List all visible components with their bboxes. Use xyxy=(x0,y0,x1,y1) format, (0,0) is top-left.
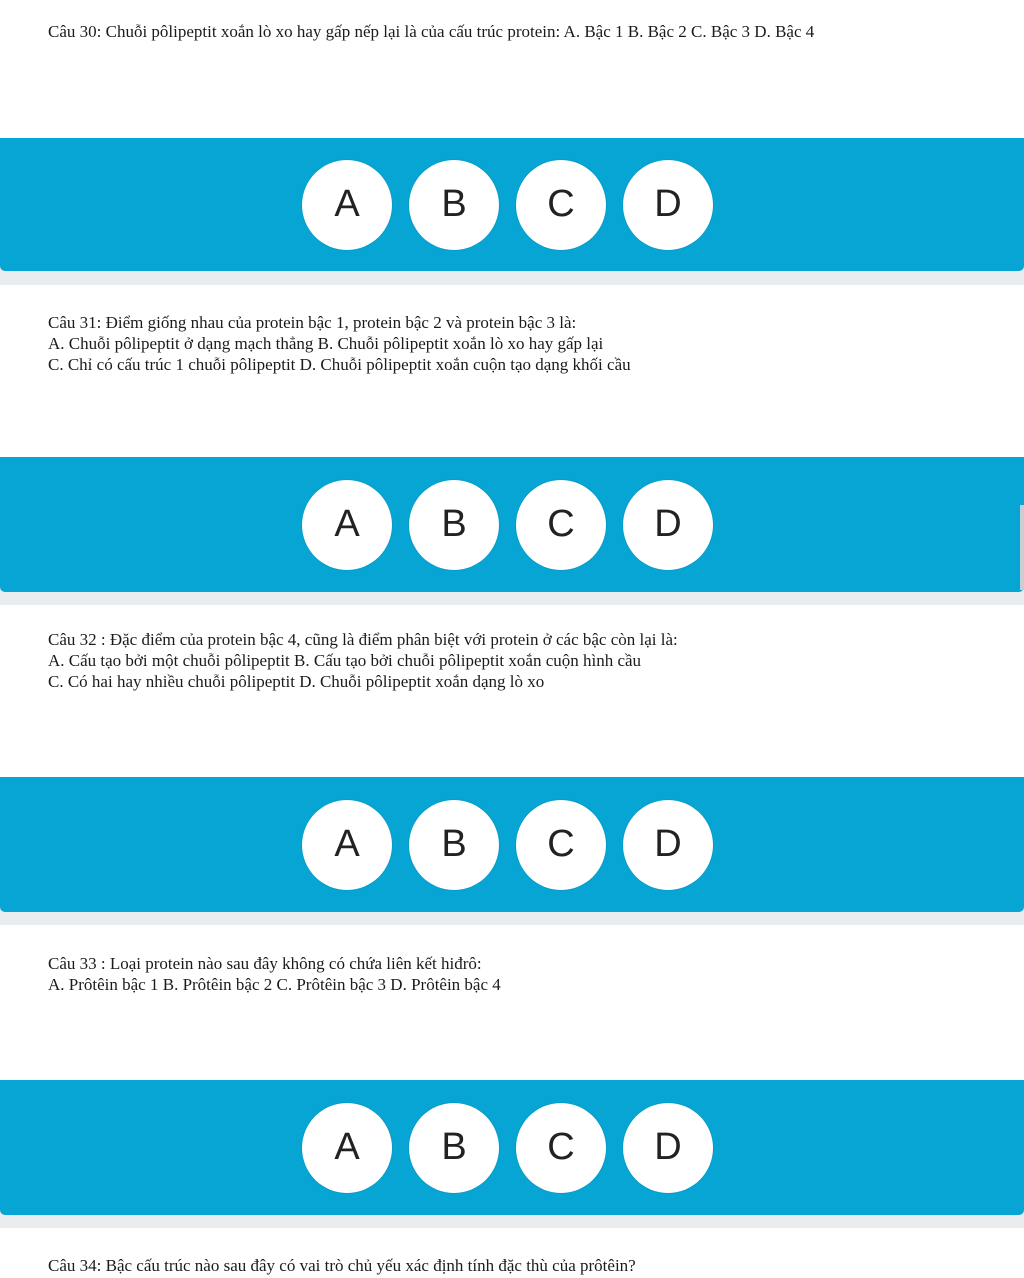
question-card-32 xyxy=(0,605,1024,777)
question-32-options-cd: C. Có hai hay nhiều chuỗi pôlipeptit D. Chuỗi pôlipeptit xoắn dạng lò xo xyxy=(48,672,545,691)
answer-bar-33 xyxy=(0,1080,1024,1215)
question-33-stem: Câu 33 : Loại protein nào sau đây không có chứa liên kết hiđrô: xyxy=(48,954,482,973)
question-card-33 xyxy=(0,925,1024,1080)
choice-c-button[interactable]: C xyxy=(516,800,606,890)
answer-bar-31 xyxy=(0,457,1024,592)
choice-d-button[interactable]: D xyxy=(623,160,713,250)
choice-c-button[interactable]: C xyxy=(516,1103,606,1193)
choice-b-button[interactable]: B xyxy=(409,480,499,570)
choice-a-button[interactable]: A xyxy=(302,800,392,890)
question-34-stem: Câu 34: Bậc cấu trúc nào sau đây có vai trò chủ yếu xác định tính đặc thù của prôtêin? xyxy=(48,1256,636,1275)
answer-bar-30 xyxy=(0,138,1024,271)
scrollbar-thumb[interactable] xyxy=(1020,505,1024,590)
choice-b-button[interactable]: B xyxy=(409,160,499,250)
question-32-stem: Câu 32 : Đặc điểm của protein bậc 4, cũng là điểm phân biệt với protein ở các bậc còn lại là: xyxy=(48,630,678,649)
question-31-options-ab: A. Chuỗi pôlipeptit ở dạng mạch thẳng B. Chuỗi pôlipeptit xoắn lò xo hay gấp lại xyxy=(48,334,604,353)
choice-b-button[interactable]: B xyxy=(409,800,499,890)
question-card-34 xyxy=(0,1228,1024,1278)
question-31-options-cd: C. Chỉ có cấu trúc 1 chuỗi pôlipeptit D. Chuỗi pôlipeptit xoắn cuộn tạo dạng khối cầu xyxy=(48,355,631,374)
choice-a-button[interactable]: A xyxy=(302,1103,392,1193)
question-32-options-ab: A. Cấu tạo bởi một chuỗi pôlipeptit B. Cấu tạo bởi chuỗi pôlipeptit xoắn cuộn hình cầu xyxy=(48,651,642,670)
question-31-stem: Câu 31: Điểm giống nhau của protein bậc 1, protein bậc 2 và protein bậc 3 là: xyxy=(48,313,577,332)
question-30-text: Câu 30: Chuỗi pôlipeptit xoắn lò xo hay gấp nếp lại là của cấu trúc protein: A. Bậc 1 B. Bậc 2 C. Bậc 3 D. Bậc 4 xyxy=(48,22,815,41)
choice-d-button[interactable]: D xyxy=(623,1103,713,1193)
choice-a-button[interactable]: A xyxy=(302,480,392,570)
choice-b-button[interactable]: B xyxy=(409,1103,499,1193)
choice-c-button[interactable]: C xyxy=(516,480,606,570)
choice-c-button[interactable]: C xyxy=(516,160,606,250)
choice-d-button[interactable]: D xyxy=(623,800,713,890)
question-card-30 xyxy=(0,0,1024,138)
choice-d-button[interactable]: D xyxy=(623,480,713,570)
answer-bar-32 xyxy=(0,777,1024,912)
choice-a-button[interactable]: A xyxy=(302,160,392,250)
question-33-options: A. Prôtêin bậc 1 B. Prôtêin bậc 2 C. Prôtêin bậc 3 D. Prôtêin bậc 4 xyxy=(48,975,501,994)
question-card-31 xyxy=(0,285,1024,457)
